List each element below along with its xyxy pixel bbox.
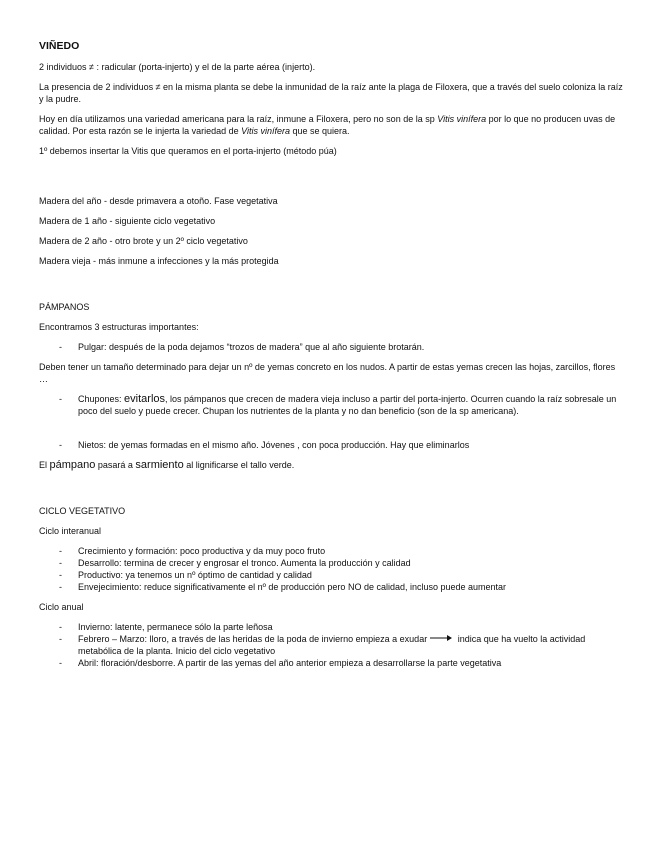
- ciclo-anual-label: Ciclo anual: [39, 602, 84, 612]
- list-item: [39, 545, 625, 557]
- emphasis-text: evitarlos: [124, 393, 166, 405]
- ciclo-interanual-label: Ciclo interanual: [39, 526, 102, 536]
- list-item: [39, 393, 625, 417]
- list-item: [39, 657, 625, 669]
- madera-line: Madera de 2 año - otro brote y un 2º ciclo vegetativo: [39, 236, 248, 246]
- list-item: [39, 439, 625, 451]
- paragraph-variedad-americana: [39, 113, 625, 137]
- text-span: indica que ha vuelto la actividad metabólica de la planta. Inicio del ciclo vegetativo: [78, 634, 586, 656]
- section-heading-pampanos: PÁMPANOS: [39, 302, 90, 312]
- text-span: al lignificarse el tallo verde.: [183, 460, 295, 470]
- document-title: VIÑEDO: [39, 40, 80, 52]
- species-name: Vitis vinífera: [437, 114, 487, 124]
- list-item-text: Desarrollo: termina de crecer y engrosar el tronco. Aumenta la producción y calidad: [78, 558, 411, 568]
- chupones-list: [39, 393, 625, 417]
- madera-line: Madera vieja - más inmune a infecciones y la más protegida: [39, 256, 279, 266]
- list-dash: -: [59, 558, 62, 568]
- list-dash: -: [59, 546, 62, 556]
- list-item-text: Nietos: de yemas formadas en el mismo año. Jóvenes , con poca producción. Hay que eliminarlos: [78, 440, 470, 450]
- pampanos-intro: Encontramos 3 estructuras importantes:: [39, 322, 199, 332]
- list-item: [39, 569, 625, 581]
- list-dash: -: [59, 622, 62, 632]
- list-dash: -: [59, 394, 62, 404]
- text-span: Hoy en día utilizamos una variedad americana para la raíz, inmune a Filoxera, pero no son de la sp: [39, 114, 438, 124]
- pulgar-list: [39, 341, 625, 353]
- list-item-text: Invierno: latente, permanece sólo la parte leñosa: [78, 622, 273, 632]
- arrow-right-icon: [429, 633, 453, 643]
- list-item: [39, 341, 625, 353]
- list-dash: -: [59, 634, 62, 644]
- madera-line: Madera del año - desde primavera a otoño. Fase vegetativa: [39, 196, 278, 206]
- list-item: [39, 621, 625, 633]
- madera-line: Madera de 1 año - siguiente ciclo vegetativo: [39, 216, 216, 226]
- spacer: [39, 165, 625, 195]
- list-dash: -: [59, 342, 62, 352]
- list-dash: -: [59, 440, 62, 450]
- text-span: por lo que no producen uvas de calidad. Por esta razón se le injerta la variedad de: [39, 114, 616, 136]
- text-span: , los pámpanos que crecen de madera vieja incluso a partir del porta-injerto. Ocurren cuando la raíz sobresale un poco del suelo y puede crecer. Chupan los nutrientes de la planta y no dan beneficio (son de la sp americana).: [78, 394, 617, 416]
- list-item-text: Pulgar: después de la poda dejamos “trozos de madera” que al año siguiente brotarán.: [78, 342, 425, 352]
- paragraph-presencia: La presencia de 2 individuos ≠ en la misma planta se debe la inmunidad de la raíz ante la plaga de Filoxera, que a través del suelo coloniza la raíz y la pudre.: [39, 82, 623, 104]
- emphasis-text: pámpano: [49, 459, 96, 471]
- list-item: [39, 581, 625, 593]
- paragraph-pampano-sarmiento: [39, 459, 625, 471]
- list-item-text: Crecimiento y formación: poco productiva y da muy poco fruto: [78, 546, 326, 556]
- anual-list: [39, 621, 625, 669]
- paragraph-insertar: 1º debemos insertar la Vitis que queramos en el porta-injerto (método púa): [39, 146, 337, 156]
- text-span: pasará a: [95, 460, 136, 470]
- text-span: Febrero – Marzo: lloro, a través de las heridas de la poda de invierno empieza a exudar: [78, 634, 428, 644]
- list-dash: -: [59, 658, 62, 668]
- list-dash: -: [59, 570, 62, 580]
- spacer: [39, 479, 625, 505]
- paragraph-individuos: 2 individuos ≠ : radicular (porta-injerto) y el de la parte aérea (injerto).: [39, 62, 316, 72]
- nietos-list: [39, 439, 625, 451]
- emphasis-text: sarmiento: [135, 459, 184, 471]
- interanual-list: [39, 545, 625, 593]
- list-item-text: Abril: floración/desborre. A partir de las yemas del año anterior empieza a desarrollarse la parte vegetativa: [78, 658, 502, 668]
- spacer: [39, 275, 625, 301]
- text-span: El: [39, 460, 50, 470]
- species-name: Vitis vinífera: [241, 126, 290, 136]
- list-item: [39, 633, 625, 657]
- section-heading-ciclo: CICLO VEGETATIVO: [39, 506, 126, 516]
- list-item: [39, 557, 625, 569]
- list-dash: -: [59, 582, 62, 592]
- list-item-text: Productivo: ya tenemos un nº óptimo de cantidad y calidad: [78, 570, 312, 580]
- text-span: que se quiera.: [289, 126, 350, 136]
- list-item-text: Envejecimiento: reduce significativamente el nº de producción pero NO de calidad, incluso puede aumentar: [78, 582, 507, 592]
- paragraph-deben: Deben tener un tamaño determinado para dejar un nº de yemas concreto en los nudos. A partir de estas yemas crecen las hojas, zarcillos, flores …: [39, 362, 616, 384]
- text-span: Chupones:: [78, 394, 125, 404]
